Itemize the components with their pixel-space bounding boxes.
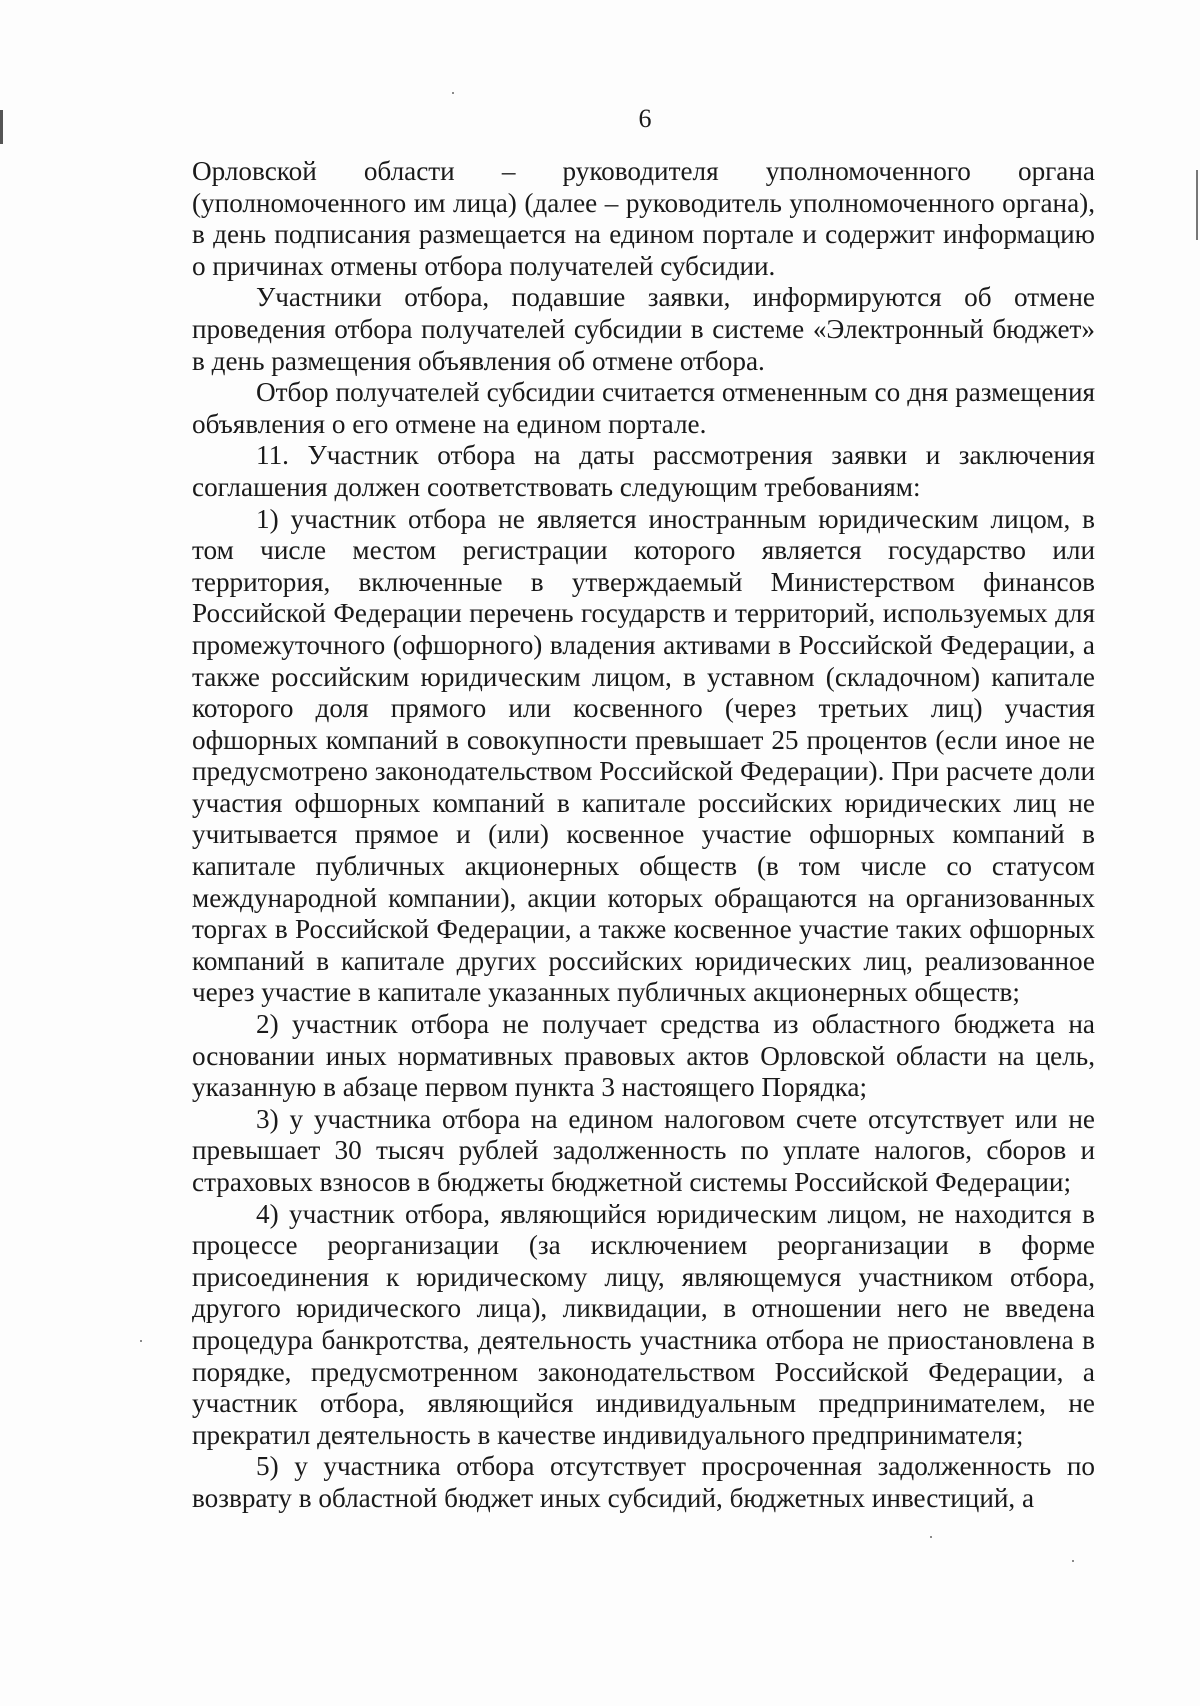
- scan-speck: [930, 1536, 932, 1538]
- paragraph: Участники отбора, подавшие заявки, информируются об отмене проведения отбора получателей субсидии в системе «Электронный бюджет» в день размещения объявления об отмене отбора.: [192, 282, 1095, 376]
- scan-speck: [1072, 1560, 1074, 1562]
- scan-edge-mark: [1196, 170, 1198, 240]
- paragraph: 11. Участник отбора на даты рассмотрения заявки и заключения соглашения должен соответствовать следующим требованиям:: [192, 440, 1095, 502]
- scan-speck: [452, 92, 454, 94]
- paragraph: Орловской области – руководителя уполномоченного органа (уполномоченного им лица) (далее – руководитель уполномоченного органа), в день подписания размещается на едином портале и содержит информацию о причинах отмены отбора получателей субсидии.: [192, 156, 1095, 281]
- paragraph: 2) участник отбора не получает средства из областного бюджета на основании иных нормативных правовых актов Орловской области на цель, указанную в абзаце первом пункта 3 настоящего Порядка;: [192, 1009, 1095, 1103]
- paragraph: 1) участник отбора не является иностранным юридическим лицом, в том числе местом регистрации которого является государство или территория, включенные в утверждаемый Министерством финансов Российской Федерации перечень государств и территорий, используемых для промежуточного (офшорного) владения активами в Российской Федерации, а также российским юридическим лицом, в уставном (складочном) капитале которого доля прямого или косвенного (через третьих лиц) участия офшорных компаний в совокупности превышает 25 процентов (если иное не предусмотрено законодательством Российской Федерации). При расчете доли участия офшорных компаний в капитале российских юридических лиц не учитывается прямое и (или) косвенное участие офшорных компаний в капитале публичных акционерных обществ (в том числе со статусом международной компании), акции которых обращаются на организованных торгах в Российской Федерации, а также косвенное участие таких офшорных компаний в капитале других российских юридических лиц, реализованное через участие в капитале указанных публичных акционерных обществ;: [192, 503, 1095, 1008]
- paragraph: 5) у участника отбора отсутствует просроченная задолженность по возврату в областной бюджет иных субсидий, бюджетных инвестиций, а: [192, 1451, 1095, 1513]
- document-body: [192, 156, 1095, 1515]
- scan-speck: [140, 1340, 142, 1342]
- paragraph: 3) у участника отбора на едином налоговом счете отсутствует или не превышает 30 тысяч рублей задолженность по уплате налогов, сборов и страховых взносов в бюджеты бюджетной системы Российской Федерации;: [192, 1103, 1095, 1197]
- paragraph: Отбор получателей субсидии считается отмененным со дня размещения объявления о его отмене на едином портале.: [192, 377, 1095, 439]
- paragraph: 4) участник отбора, являющийся юридическим лицом, не находится в процессе реорганизации (за исключением реорганизации в форме присоединения к юридическому лицу, являющемуся участником отбора, другого юридического лица), ликвидации, в отношении него не введена процедура банкротства, деятельность участника отбора не приостановлена в порядке, предусмотренном законодательством Российской Федерации, а участник отбора, являющийся индивидуальным предпринимателем, не прекратил деятельность в качестве индивидуального предпринимателя;: [192, 1198, 1095, 1450]
- page-number: 6: [638, 104, 652, 133]
